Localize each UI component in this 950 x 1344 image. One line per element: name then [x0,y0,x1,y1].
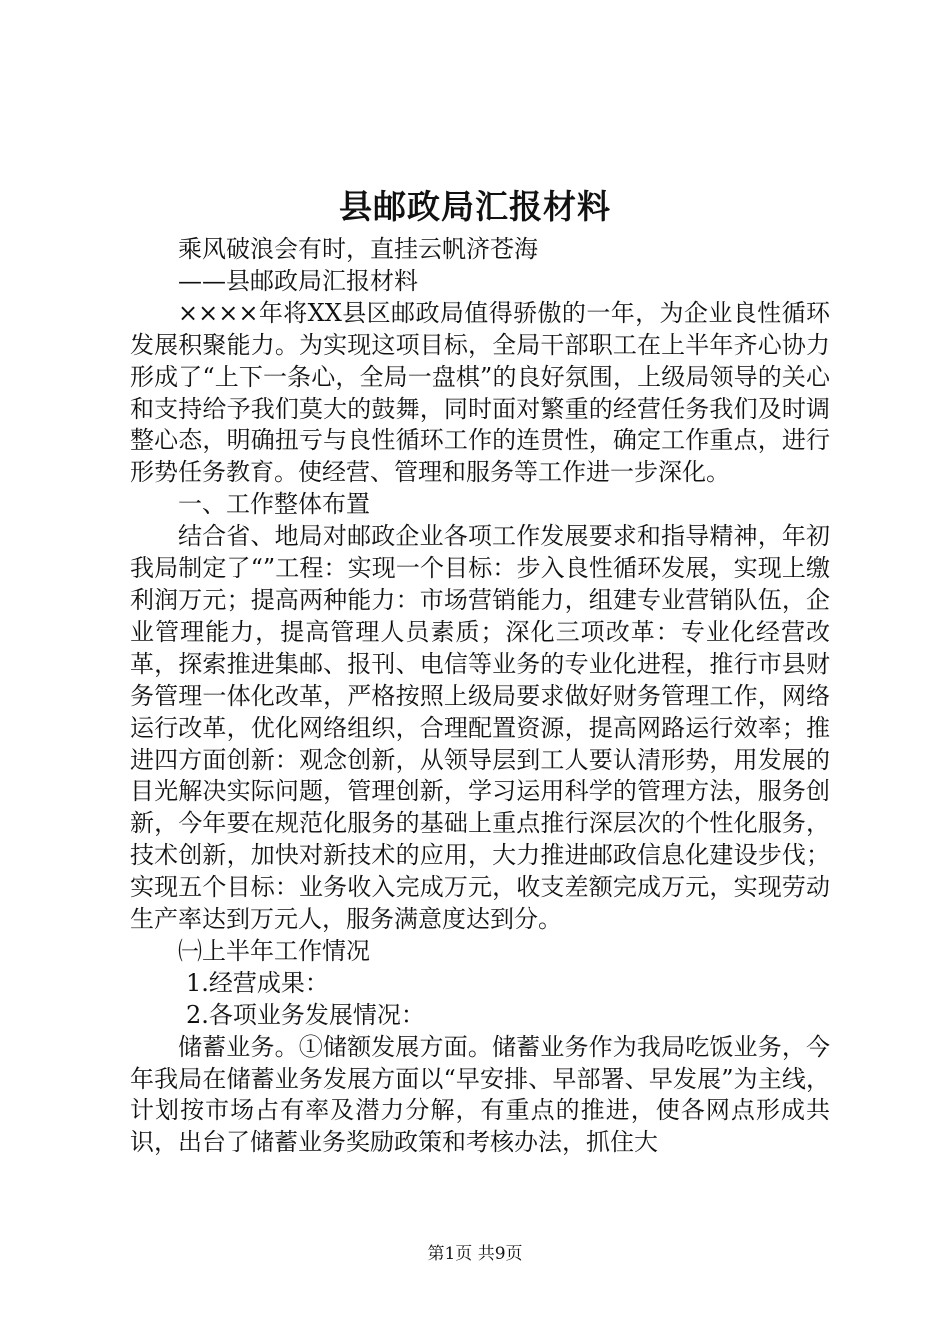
list-item-business-development: 2.各项业务发展情况： [186,1000,425,1029]
plan-paragraph: 结合省、地局对邮政企业各项工作发展要求和指导精神，年初我局制定了“”工程：实现一个目标：步入良性循环发展，实现上缴利润万元；提高两种能力：市场营销能力，组建专业营销队伍，企业管理能力，提高管理人员素质；深化三项改革：专业化经营改革，探索推进集邮、报刊、电信等业务的专业化进程，推行市县财务管理一体化改革，严格按照上级局要求做好财务管理工作，网络运行改革，优化网络组织，合理配置资源，提高网路运行效率；推进四方面创新：观念创新，从领导层到工人要认清形势，用发展的目光解决实际问题，管理创新，学习运用科学的管理方法，服务创新，今年要在规范化服务的基础上重点推行深层次的个性化服务，技术创新，加快对新技术的应用，大力推进邮政信息化建设步伐；实现五个目标：业务收入完成万元，收支差额完成万元，实现劳动生产率达到万元人，服务满意度达到分。 [130,522,830,934]
savings-paragraph: 储蓄业务。①储额发展方面。储蓄业务作为我局吃饭业务，今年我局在储蓄业务发展方面以“早安排、早部署、早发展”为主线，计划按市场占有率及潜力分解，有重点的推进，使各网点形成共识，出台了储蓄业务奖励政策和考核办法，抓住大 [130,1032,830,1157]
section-heading: 一、工作整体布置 [178,490,370,519]
page-footer: 第1页 共9页 [427,1244,523,1264]
subtitle-line: 乘风破浪会有时，直挂云帆济苍海 [178,235,538,263]
list-item-operating-results: 1.经营成果： [186,968,329,997]
intro-paragraph: ××××年将XX县区邮政局值得骄傲的一年，为企业良性循环发展积聚能力。为实现这项目标，全局干部职工在上半年齐心协力形成了“上下一条心，全局一盘棋”的良好氛围，上级局领导的关心和支持给予我们莫大的鼓舞，同时面对繁重的经营任务我们及时调整心态，明确扭亏与良性循环工作的连贯性，确定工作重点，进行形势任务教育。使经营、管理和服务等工作进一步深化。 [130,298,830,487]
subsection-heading: ㈠上半年工作情况 [178,936,370,965]
subtitle-attribution: ——县邮政局汇报材料 [178,266,418,295]
document-title: 县邮政局汇报材料 [339,187,611,226]
document-body [130,234,830,1159]
